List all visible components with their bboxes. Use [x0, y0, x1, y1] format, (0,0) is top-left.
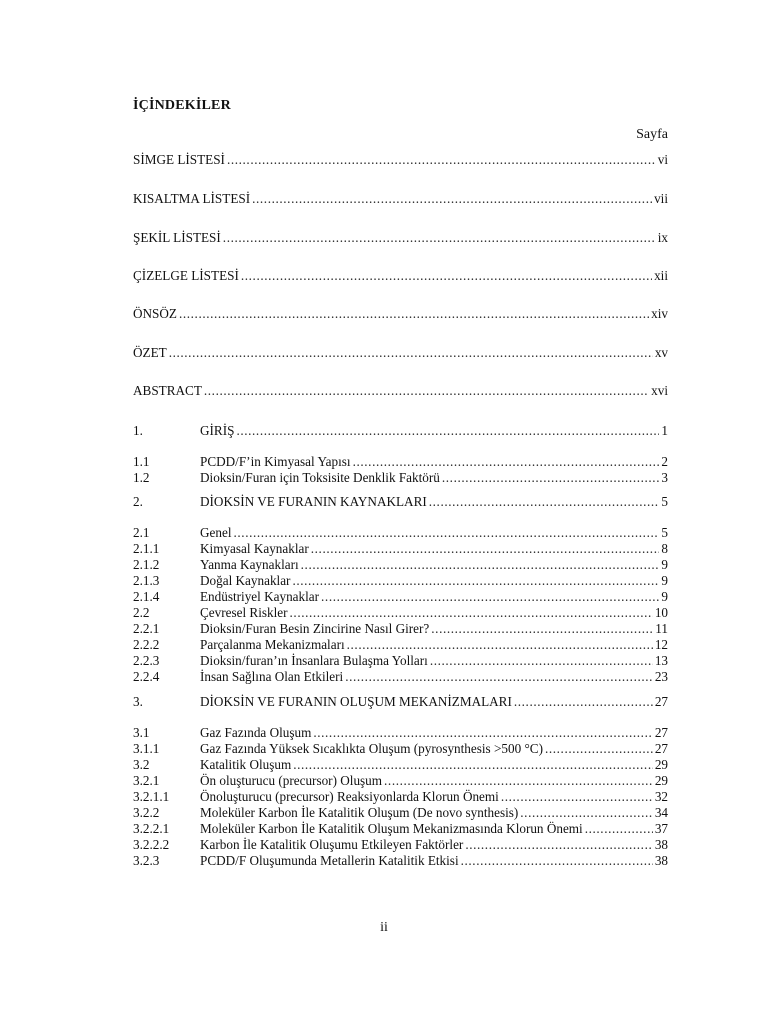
toc-entry-page: 38: [654, 837, 668, 852]
toc-number: 2.1: [133, 525, 150, 540]
toc-entry[interactable]: [133, 470, 668, 486]
toc-number: 3.2: [133, 757, 150, 772]
toc-entry-label: Dioksin/furan’ın İnsanlara Bulaşma Yolları: [200, 653, 428, 668]
toc-entry-page: 27: [654, 741, 668, 756]
toc-number: 1.1: [133, 454, 150, 469]
toc-entry-label: İnsan Sağlına Olan Etkileri: [200, 669, 344, 684]
dot-leader: [252, 191, 652, 207]
toc-entry[interactable]: [133, 837, 668, 853]
toc-number: 2.1.1: [133, 541, 160, 556]
toc-entry-page: 37: [654, 821, 668, 836]
toc-number: 1.2: [133, 470, 150, 485]
toc-entry[interactable]: [133, 621, 668, 637]
toc-number: 2.2.4: [133, 669, 160, 684]
toc-entry-page: 23: [654, 669, 668, 684]
toc-number: 3.1.1: [133, 741, 160, 756]
toc-entry[interactable]: [133, 821, 668, 837]
toc-entry-page: 27: [654, 725, 668, 740]
toc-entry-page: xii: [654, 268, 668, 283]
toc-entry-label: Ön oluşturucu (precursor) Oluşum: [200, 773, 383, 788]
toc-number: 2.2: [133, 605, 150, 620]
toc-entry-page: 5: [661, 494, 668, 509]
toc-entry-page: 12: [654, 637, 668, 652]
toc-entry[interactable]: [133, 853, 668, 869]
dot-leader: [290, 605, 653, 621]
toc-entry-label: Katalitik Oluşum: [200, 757, 292, 772]
toc-entry[interactable]: [133, 383, 668, 399]
toc-entry-page: 29: [654, 757, 668, 772]
page-number: ii: [380, 920, 388, 935]
toc-entry-label: ŞEKİL LİSTESİ: [133, 230, 221, 245]
toc-chapter[interactable]: [133, 694, 668, 710]
dot-leader: [169, 345, 653, 361]
toc-entry-label: ÖZET: [133, 345, 167, 360]
dot-leader: [347, 637, 653, 653]
page-column-label: Sayfa: [636, 127, 668, 142]
toc-entry-page: 8: [661, 541, 668, 556]
toc-number: 2.1.4: [133, 589, 160, 604]
toc-entry[interactable]: [133, 789, 668, 805]
toc-entry-label: Endüstriyel Kaynaklar: [200, 589, 320, 604]
toc-entry-label: ÇİZELGE LİSTESİ: [133, 268, 239, 283]
toc-entry-page: ix: [657, 230, 668, 245]
toc-entry[interactable]: [133, 152, 668, 168]
toc-heading: İÇİNDEKİLER: [133, 98, 231, 113]
toc-entry-label: Kimyasal Kaynaklar: [200, 541, 309, 556]
toc-number: 2.2.3: [133, 653, 160, 668]
toc-number: 2.2.1: [133, 621, 160, 636]
toc-number: 3.2.1.1: [133, 789, 170, 804]
toc-number: 3.2.2.2: [133, 837, 170, 852]
toc-entry-label: DİOKSİN VE FURANIN KAYNAKLARI: [200, 494, 427, 509]
toc-number: 3.1: [133, 725, 150, 740]
dot-leader: [431, 621, 653, 637]
toc-entry-page: 9: [661, 573, 668, 588]
dot-leader: [234, 525, 660, 541]
toc-entry[interactable]: [133, 525, 668, 541]
toc-entry[interactable]: [133, 741, 668, 757]
toc-entry[interactable]: [133, 637, 668, 653]
toc-entry-page: 2: [661, 454, 668, 469]
toc-entry[interactable]: [133, 191, 668, 207]
dot-leader: [465, 837, 652, 853]
toc-entry-label: Gaz Fazında Yüksek Sıcaklıkta Oluşum (pyrosynthesis >500 °C): [200, 741, 543, 756]
toc-entry-page: 1: [661, 423, 668, 438]
toc-entry-label: Parçalanma Mekanizmaları: [200, 637, 345, 652]
toc-entry[interactable]: [133, 306, 668, 322]
toc-number: 1.: [133, 423, 143, 438]
toc-entry-label: Önoluşturucu (precursor) Reaksiyonlarda Klorun Önemi: [200, 789, 499, 804]
toc-entry-label: Dioksin/Furan için Toksisite Denklik Faktörü: [200, 470, 440, 485]
toc-entry[interactable]: [133, 757, 668, 773]
dot-leader: [345, 669, 653, 685]
toc-entry-label: Yanma Kaynakları: [200, 557, 299, 572]
dot-leader: [313, 725, 652, 741]
dot-leader: [241, 268, 652, 284]
toc-entry[interactable]: [133, 230, 668, 246]
toc-entry[interactable]: [133, 653, 668, 669]
toc-entry-page: xv: [654, 345, 668, 360]
dot-leader: [520, 805, 653, 821]
dot-leader: [514, 694, 653, 710]
dot-leader: [292, 573, 659, 589]
toc-entry-label: KISALTMA LİSTESİ: [133, 191, 251, 206]
toc-entry-page: 5: [661, 525, 668, 540]
toc-chapter[interactable]: [133, 494, 668, 510]
dot-leader: [311, 541, 660, 557]
toc-entry-label: DİOKSİN VE FURANIN OLUŞUM MEKANİZMALARI: [200, 694, 512, 709]
dot-leader: [430, 653, 653, 669]
toc-entry-page: xiv: [651, 306, 668, 321]
toc-number: 2.1.2: [133, 557, 160, 572]
toc-entry-label: PCDD/F’in Kimyasal Yapısı: [200, 454, 351, 469]
toc-number: 3.2.3: [133, 853, 160, 868]
toc-entry[interactable]: [133, 805, 668, 821]
dot-leader: [501, 789, 653, 805]
toc-number: 3.2.2.1: [133, 821, 170, 836]
toc-entry-label: Moleküler Karbon İle Katalitik Oluşum (De novo synthesis): [200, 805, 519, 820]
toc-entry-label: Doğal Kaynaklar: [200, 573, 291, 588]
toc-entry[interactable]: [133, 589, 668, 605]
dot-leader: [227, 152, 656, 168]
toc-number: 3.: [133, 694, 143, 709]
toc-entry[interactable]: [133, 669, 668, 685]
toc-entry-label: Gaz Fazında Oluşum: [200, 725, 312, 740]
dot-leader: [301, 557, 660, 573]
dot-leader: [442, 470, 660, 486]
toc-entry-page: 11: [655, 621, 668, 636]
toc-entry-label: Çevresel Riskler: [200, 605, 288, 620]
toc-entry-label: Moleküler Karbon İle Katalitik Oluşum Mekanizmasında Klorun Önemi: [200, 821, 583, 836]
toc-number: 3.2.1: [133, 773, 160, 788]
toc-entry-page: 27: [654, 694, 668, 709]
toc-number: 2.1.3: [133, 573, 160, 588]
toc-entry-label: ÖNSÖZ: [133, 306, 177, 321]
toc-entry-label: ABSTRACT: [133, 383, 202, 398]
toc-entry-page: 9: [661, 589, 668, 604]
dot-leader: [236, 423, 659, 439]
toc-entry-page: 34: [654, 805, 668, 820]
toc-entry-label: Dioksin/Furan Besin Zincirine Nasıl Girer?: [200, 621, 430, 636]
dot-leader: [223, 230, 656, 246]
toc-entry-page: 3: [661, 470, 668, 485]
toc-entry-label: Karbon İle Katalitik Oluşumu Etkileyen Faktörler: [200, 837, 464, 852]
toc-entry-page: vii: [654, 191, 668, 206]
toc-entry[interactable]: [133, 773, 668, 789]
toc-entry-page: 10: [654, 605, 668, 620]
toc-entry-page: 38: [654, 853, 668, 868]
toc-entry-label: GİRİŞ: [200, 423, 235, 438]
dot-leader: [461, 853, 653, 869]
toc-chapter[interactable]: [133, 423, 668, 439]
toc-entry[interactable]: [133, 725, 668, 741]
toc-entry-page: 13: [654, 653, 668, 668]
dot-leader: [429, 494, 660, 510]
toc-entry[interactable]: [133, 605, 668, 621]
toc-entry-page: 9: [661, 557, 668, 572]
toc-entry-page: 32: [654, 789, 668, 804]
dot-leader: [384, 773, 653, 789]
toc-entry[interactable]: [133, 541, 668, 557]
toc-entry[interactable]: [133, 454, 668, 470]
toc-number: 3.2.2: [133, 805, 160, 820]
dot-leader: [179, 306, 649, 322]
toc-number: 2.: [133, 494, 143, 509]
toc-entry-label: SİMGE LİSTESİ: [133, 152, 225, 167]
toc-entry[interactable]: [133, 345, 668, 361]
toc-entry[interactable]: [133, 557, 668, 573]
dot-leader: [585, 821, 653, 837]
toc-entry-page: 29: [654, 773, 668, 788]
dot-leader: [321, 589, 659, 605]
toc-entry-label: PCDD/F Oluşumunda Metallerin Katalitik Etkisi: [200, 853, 459, 868]
toc-entry-page: xvi: [651, 383, 668, 398]
toc-entry-label: Genel: [200, 525, 232, 540]
toc-entry-page: vi: [657, 152, 668, 167]
dot-leader: [353, 454, 660, 470]
dot-leader: [293, 757, 653, 773]
toc-number: 2.2.2: [133, 637, 160, 652]
dot-leader: [204, 383, 649, 399]
toc-entry[interactable]: [133, 573, 668, 589]
toc-entry[interactable]: [133, 268, 668, 284]
dot-leader: [545, 741, 653, 757]
